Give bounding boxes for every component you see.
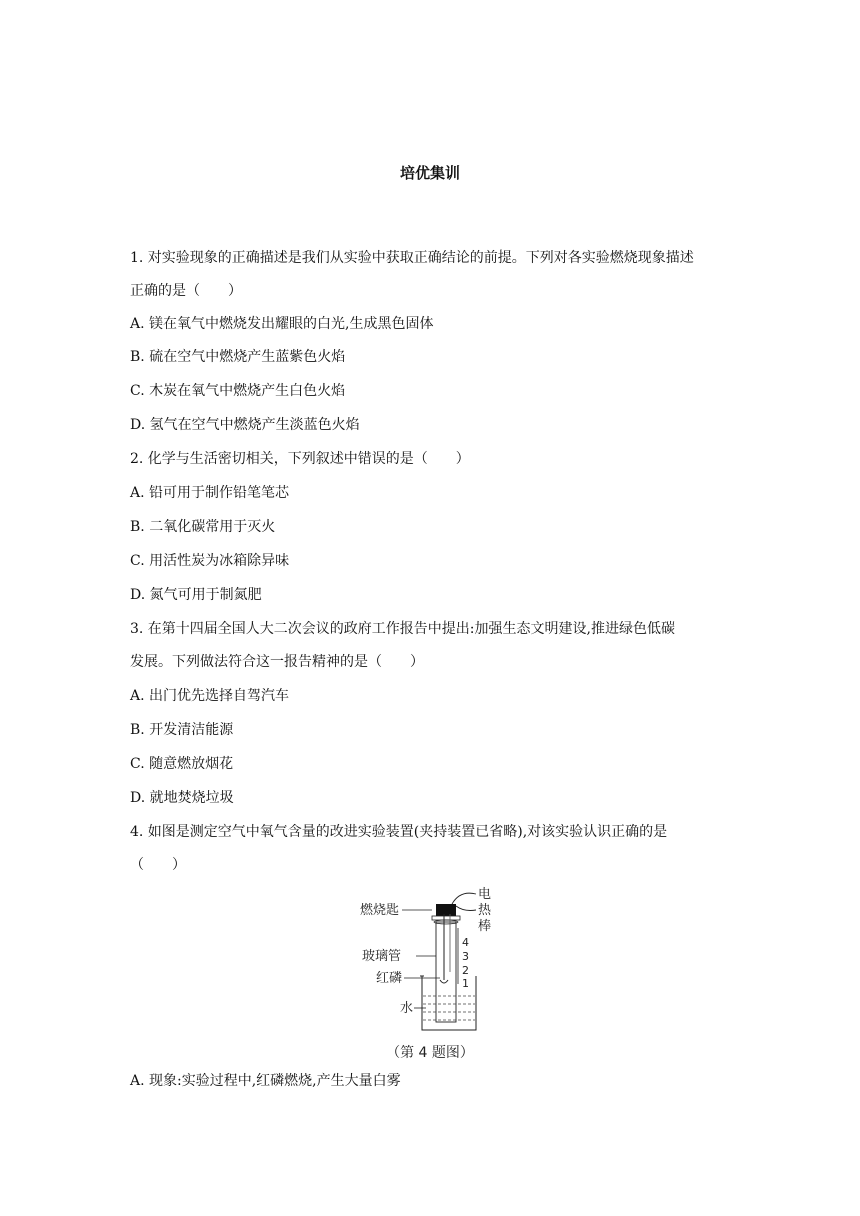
q3-option-a: A. 出门优先选择自驾汽车 [130,688,290,704]
q1-option-b: B. 硫在空气中燃烧产生蓝紫色火焰 [130,349,346,365]
q1-option-a: A. 镁在氧气中燃烧发出耀眼的白光,生成黑色固体 [130,316,434,332]
apparatus-figure [360,884,510,1034]
q2-option-c: C. 用活性炭为冰箱除异味 [130,553,290,569]
water-level [423,996,475,1020]
figure-caption: （第 4 题图） [386,1045,474,1061]
q1-stem-line-1: 1. 对实验现象的正确描述是我们从实验中获取正确结论的前提。下列对各实验燃烧现象描述 [130,250,694,266]
label-glass-tube: 玻璃管 [362,949,402,964]
q2-stem: 2. 化学与生活密切相关，下列叙述中错误的是（ ） [130,451,470,467]
label-rod-3: 棒 [478,919,492,934]
q4-stem-line-1: 4. 如图是测定空气中氧气含量的改进实验装置(夹持装置已省略),对该实验认识正确的是 [130,824,668,840]
scale-1: 1 [462,977,469,990]
scale-4: 4 [462,936,469,949]
q2-option-a: A. 铅可用于制作铅笔笔芯 [130,485,290,501]
q3-stem-line-1: 3. 在第十四届全国人大二次会议的政府工作报告中提出:加强生态文明建设,推进绿色低碳 [130,621,675,637]
q2-option-d: D. 氮气可用于制氮肥 [130,587,262,603]
heating-rod-wire [452,893,476,904]
q4-stem-line-2: （ ） [130,857,186,873]
label-water: 水 [400,1001,414,1016]
label-rod-2: 热 [478,903,492,918]
stopper-rim [432,916,460,920]
rubber-stopper [436,904,456,916]
glass-tube [436,922,456,1022]
q2-option-b: B. 二氧化碳常用于灭火 [130,519,276,535]
q4-option-a: A. 现象:实验过程中,红磷燃烧,产生大量白雾 [130,1073,401,1089]
scale-2: 2 [462,964,469,977]
label-spoon: 燃烧匙 [360,903,400,918]
q1-option-d: D. 氢气在空气中燃烧产生淡蓝色火焰 [130,417,360,433]
label-red-phosphorus: 红磷 [376,971,403,986]
scale-3: 3 [462,950,469,963]
q1-stem-line-2: 正确的是（ ） [130,283,242,299]
heating-rod-wire-2 [456,906,476,911]
q3-option-b: B. 开发清洁能源 [130,722,234,738]
q1-option-c: C. 木炭在氧气中燃烧产生白色火焰 [130,383,346,399]
label-rod-1: 电 [478,887,492,902]
q3-stem-line-2: 发展。下列做法符合这一报告精神的是（ ） [130,654,424,670]
spoon-bowl [440,980,448,983]
page-title: 培优集训 [399,164,460,182]
q3-option-d: D. 就地焚烧垃圾 [130,790,234,806]
q3-option-c: C. 随意燃放烟花 [130,756,234,772]
